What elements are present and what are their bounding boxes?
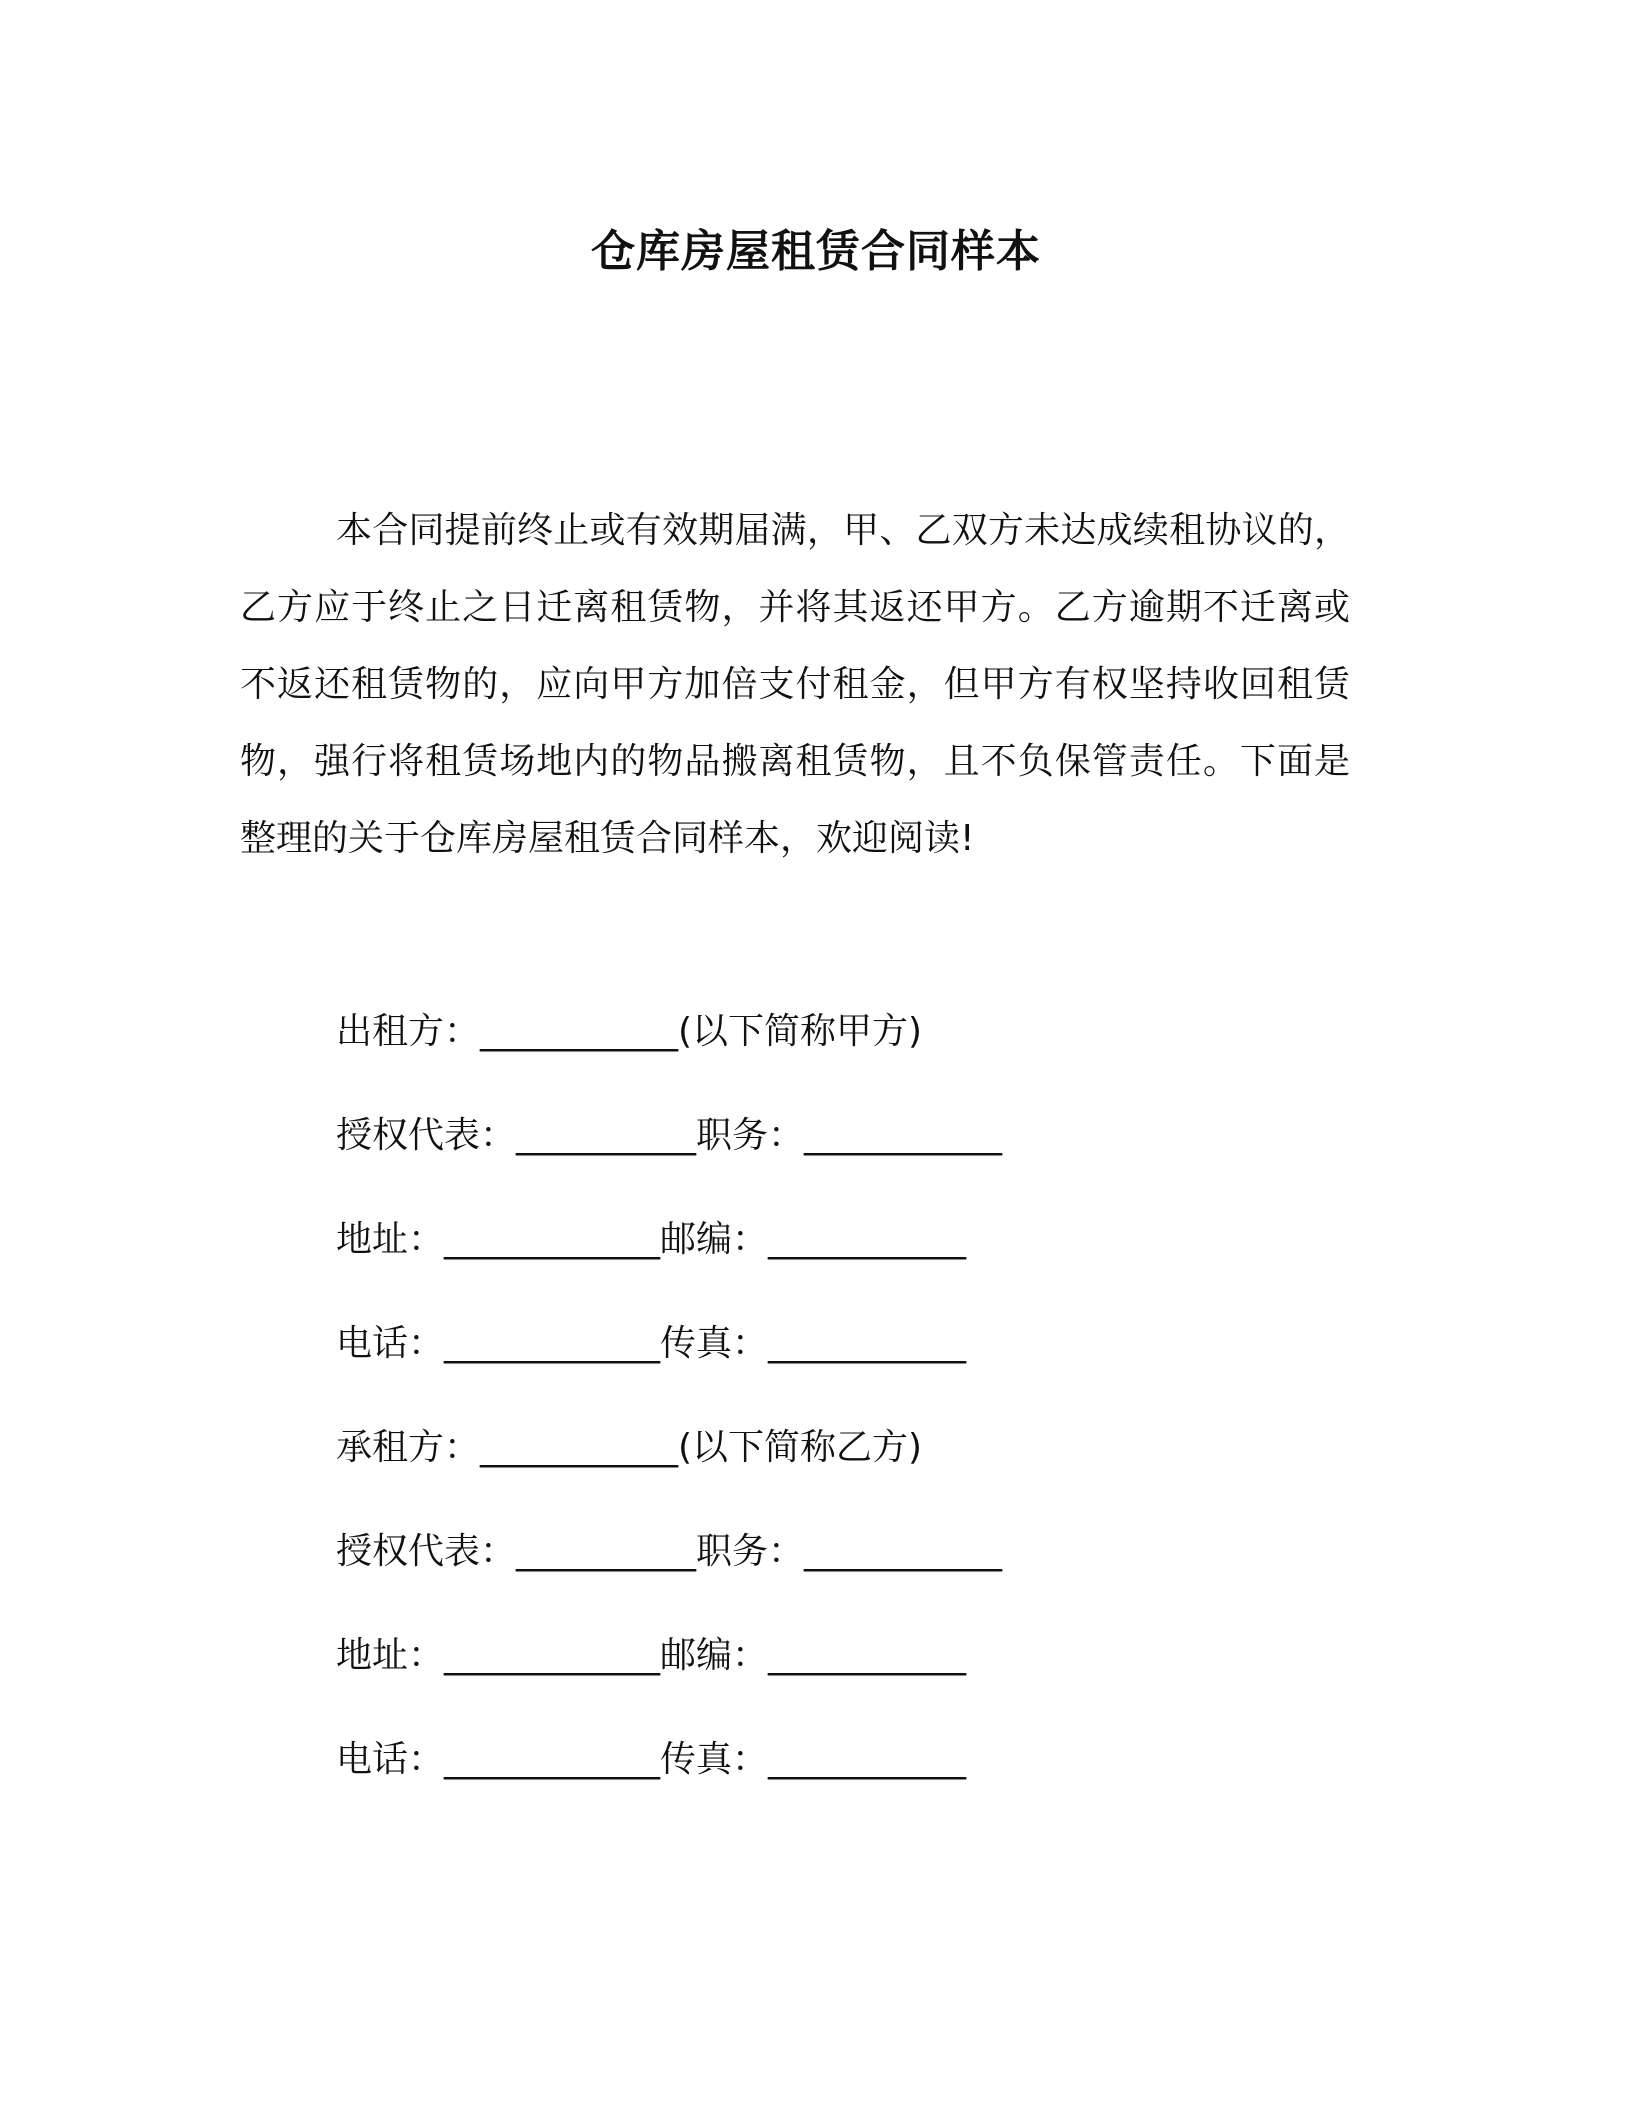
lessor-phone-line: 电话：____________传真：___________ bbox=[336, 1323, 967, 1364]
lessee-name-line: 承租方：___________(以下简称乙方) bbox=[336, 1427, 923, 1468]
lessor-address-line: 地址：____________邮编：___________ bbox=[336, 1219, 967, 1260]
lessor-name-line: 出租方：___________(以下简称甲方) bbox=[336, 1011, 923, 1052]
lessee-phone-line: 电话：____________传真：___________ bbox=[336, 1739, 967, 1780]
lessor-representative-line: 授权代表：__________职务：___________ bbox=[336, 1115, 1003, 1156]
document-title: 仓库房屋租赁合同样本 bbox=[591, 226, 1041, 277]
party-fields bbox=[336, 1000, 1336, 1832]
intro-paragraph: 本合同提前终止或有效期届满，甲、乙双方未达成续租协议的，乙方应于终止之日迁离租赁物，并将其返还甲方。乙方逾期不迁离或不返还租赁物的，应向甲方加倍支付租金，但甲方有权坚持收回租赁物，强行将租赁场地内的物品搬离租赁物，且不负保管责任。下面是整理的关于仓库房屋租赁合同样本，欢迎阅读! bbox=[240, 510, 1350, 859]
lessee-address-line: 地址：____________邮编：___________ bbox=[336, 1635, 967, 1676]
lessee-representative-line: 授权代表：__________职务：___________ bbox=[336, 1531, 1003, 1572]
